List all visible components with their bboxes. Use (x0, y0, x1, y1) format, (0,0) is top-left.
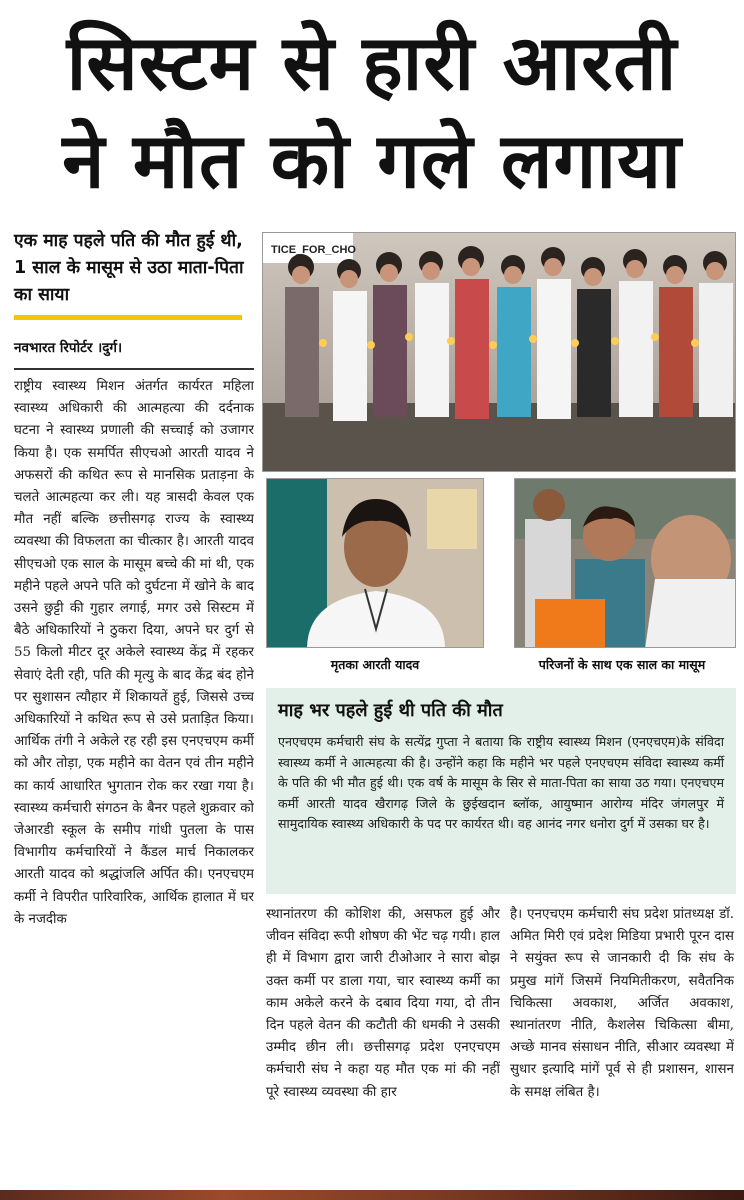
subhead-underline (14, 315, 242, 320)
article-column-left: राष्ट्रीय स्वास्थ्य मिशन अंतर्गत कार्यरत महिला स्वास्थ्य अधिकारी की आत्महत्या की दर्दनाक घटना ने स्वास्थ्य प्रणाली की सच्चाई को उजागर किया है। एक समर्पित सीएचओ आरती यादव ने अफसरों की कथित रूप से मानसिक प्रताड़ना के चलते आत्महत्या कर ली। यह त्रासदी केवल एक मौत नहीं बल्कि छत्तीसगढ़ राज्य के स्वास्थ्य व्यवस्था की विफलता का चीत्कार है। आरती यादव सीएचओ एक साल के मासूम बच्चे की मां थी, एक महीने पहले अपने पति को दुर्घटना में खोने के बाद उसने छुट्टी की गुहार लगाई, मगर उसे सिस्टम में बैठे अधिकारियों ने ठुकरा दिया, अपने घर दुर्ग से 55 किलो मीटर दूर अकेले स्वास्थ्य केंद्र में रहकर सेवाएं देती रही, पति की मृत्यु के बाद केंद्र बंद होने पर सुशासन त्यौहार में शिकायतें हुई, जिससे उच्च अधिकारियों ने कथित रूप से उसे प्रताड़ित किया। आर्थिक तंगी ने अकेले रह रही इस एनएचएम कर्मी को और तोड़ा, एक महीने का वेतन एवं तीन महीने का कार्य आधारित भुगतान रोक कर रखा गया है। स्वास्थ्य कर्मचारी संगठन के बैनर पहले शुक्रवार को जेआरडी स्कूल के समीप गांधी पुतला के पास विभागीय कर्मचारियों ने कैंडल मार्च निकालकर आरती यादव को श्रद्धांजलि अर्पित की। एनएचएम कर्मी ने विपरीत पारिवारिक, आर्थिक हालात में घर के नजदीक (14, 379, 254, 927)
sidebar-text: एनएचएम कर्मचारी संघ के सत्येंद्र गुप्ता ने बताया कि राष्ट्रीय स्वास्थ्य मिशन (एनएचएम)के संविदा स्वास्थ्य कर्मी ने आत्महत्या की है। उन्होंने कहा कि महीने भर पहले एनएचएम संविदा स्वास्थ्य कर्मी के पति की भी मौत हुई थी। एक वर्ष के मासूम के सिर से माता-पिता का साया उठ गया। एनएचएम कर्मी आरती यादव खैरागढ़ जिले के छुईखदान ब्लॉक, आयुष्मान आरोग्य मंदिर जंगलपुर में सामुदायिक स्वास्थ्य अधिकारी के पद पर कार्यरत थी। वह आनंद नगर धनोरा दुर्ग में उसका घर है। (278, 734, 724, 832)
article-column-middle: स्थानांतरण की कोशिश की, असफल हुई और जीवन संविदा रूपी शोषण की भेंट चढ़ गयी। हाल ही में विभाग द्वारा जारी टीओआर ने सारा बोझ उक्त कर्मी पर डाला गया, चार स्वास्थ्य कर्मी का काम अकेले करने के दबाव दिया गया, दो तीन दिन पहले वेतन की कटौती की धमकी ने उसकी उम्मीद छीन ली। छत्तीसगढ़ प्रदेश एनएचएम कर्मचारी संघ ने कहा यह मौत एक मां की नहीं पूरे स्वास्थ्य व्यवस्था की हार (266, 907, 500, 1100)
woman-photo-caption: मृतका आरती यादव (330, 657, 420, 672)
headline-line-2: ने मौत को गले लगाया (62, 116, 682, 205)
husband-death-sidebar (266, 688, 736, 894)
byline: नवभारत रिपोर्टर ।दुर्ग। (14, 340, 123, 356)
byline-divider (14, 368, 254, 370)
banner-text: TICE_FOR_CHO (271, 244, 356, 256)
woman-portrait-photo (266, 478, 484, 648)
headline (0, 0, 744, 222)
child-photo-caption: परिजनों के साथ एक साल का मासूम (538, 657, 706, 672)
article-column-right: है। एनएचएम कर्मचारी संघ प्रदेश प्रांतध्यक्ष डॉ. अमित मिरी एवं प्रदेश मिडिया प्रभारी पूरन दास ने सयुंक्त रूप से जानकारी दी कि संघ के प्रमुख मांगें जिसमें नियमितीकरण, सवैतनिक चिकित्सा अवकाश, अर्जित अवकाश, स्थानांतरण नीति, कैशलेस चिकित्सा बीमा, अच्छे मानव संसाधन नीति, सीआर व्यवस्था में सुधार इत्यादि मांगें पूर्व से ही प्रशासन, शासन के समक्ष लंबित है। (510, 907, 734, 1100)
page-bottom-border (0, 1190, 744, 1200)
sidebar-title: माह भर पहले हुई थी पति की मौत (278, 700, 503, 721)
subheadline: एक माह पहले पति की मौत हुई थी, 1 साल के मासूम से उठा माता-पिता का साया (14, 231, 244, 305)
candle-march-photo (262, 232, 736, 472)
child-with-family-photo (514, 478, 736, 648)
headline-line-1: सिस्टम से हारी आरती (66, 18, 678, 107)
